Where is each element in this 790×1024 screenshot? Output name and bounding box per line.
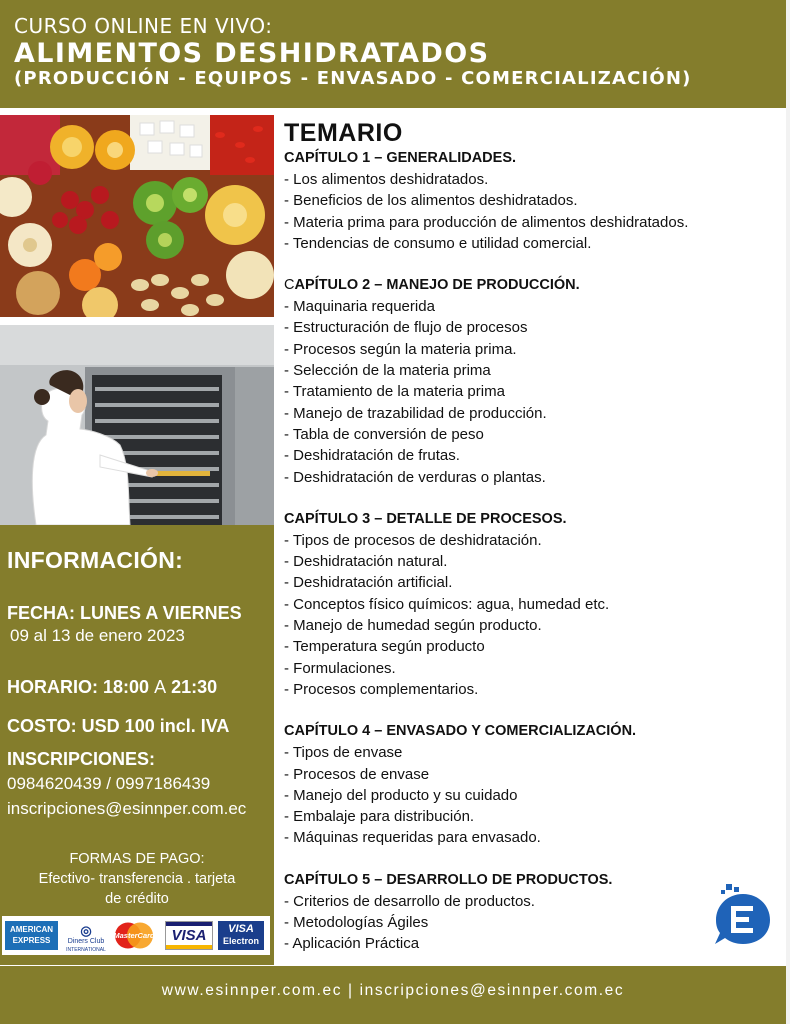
chapter-2-title (284, 275, 784, 296)
chapter-2-initial: C (284, 277, 295, 294)
list-item: - Temperatura según producto (284, 638, 485, 656)
esinnper-logo-icon (712, 884, 774, 948)
amex-card-icon (5, 921, 58, 950)
list-item: - Tendencias de consumo e utilidad comercial. (284, 234, 592, 252)
dried-fruit-photo (0, 115, 274, 317)
list-item: - Manejo del producto y su cuidado (284, 786, 518, 804)
phone-numbers: 0984620439 / 0997186439 (7, 774, 211, 793)
list-item: - Máquinas requeridas para envasado. (284, 829, 541, 847)
list-item: - Estructuración de flujo de procesos (284, 319, 528, 337)
visa-electron-card-icon (218, 921, 264, 950)
diners-symbol-icon: ◎ (80, 923, 92, 938)
list-item: - Aplicación Práctica (284, 935, 420, 953)
pago-line1: Efectivo- transferencia . tarjeta (38, 871, 236, 887)
right-edge-strip (786, 0, 790, 1024)
dried-fruit-illustration (0, 115, 274, 317)
visa-top-stripe (166, 922, 212, 926)
list-item: - Materia prima para producción de alimentos deshidratados. (284, 213, 689, 231)
info-panel (0, 525, 274, 965)
footer-banner (0, 966, 786, 1024)
chapter-3-title: CAPÍTULO 3 – DETALLE DE PROCESOS. (284, 510, 567, 527)
chapter-1-title: CAPÍTULO 1 – GENERALIDADES. (284, 150, 517, 166)
horario-start: 18:00 (103, 677, 150, 697)
list-item: - Maquinaria requerida (284, 298, 435, 316)
header-banner (0, 0, 786, 108)
pago-line2: de crédito (105, 891, 169, 907)
list-item: - Formulaciones. (284, 659, 396, 677)
amex-line2: EXPRESS (12, 936, 51, 945)
footer-website[interactable]: www.esinnper.com.ec (161, 982, 343, 999)
list-item: - Conceptos físico químicos: agua, humedad etc. (284, 595, 610, 613)
inscripciones-label: INSCRIPCIONES: (7, 749, 156, 769)
list-item: - Deshidratación natural. (284, 553, 448, 571)
temario-section (284, 118, 784, 955)
header-title: ALIMENTOS DESHIDRATADOS (14, 38, 490, 69)
costo: COSTO: USD 100 incl. IVA (7, 716, 230, 736)
list-item: - Tipos de envase (284, 744, 403, 762)
list-item: - Criterios de desarrollo de productos. (284, 892, 535, 910)
info-email: inscripciones@esinnper.com.ec (7, 799, 247, 818)
list-item: - Deshidratación de frutas. (284, 447, 460, 465)
list-item: - Manejo de humedad según producto. (284, 617, 542, 635)
horario-label: HORARIO: (7, 677, 98, 697)
list-item: - Beneficios de los alimentos deshidratados. (284, 192, 578, 210)
mastercard-label: MasterCard (113, 931, 155, 940)
pago-label: FORMAS DE PAGO: (69, 851, 205, 867)
horario-separator: A (154, 677, 167, 697)
list-item: - Deshidratación artificial. (284, 574, 453, 592)
footer-email[interactable]: inscripciones@esinnper.com.ec (359, 982, 625, 999)
visa-electron-line1: VISA (228, 923, 254, 935)
visa-bottom-stripe (166, 945, 212, 949)
temario-title: TEMARIO (284, 119, 403, 147)
info-heading: INFORMACIÓN: (7, 547, 184, 573)
horario (7, 677, 217, 698)
list-item: - Los alimentos deshidratados. (284, 171, 489, 188)
dehydrator-lab-photo (0, 325, 274, 525)
footer-separator: | (348, 982, 354, 999)
lab-illustration (0, 325, 274, 525)
header-subtitle: CURSO ONLINE EN VIVO: (14, 14, 273, 38)
diners-line1: Diners Club (67, 938, 105, 945)
footer-contact (0, 966, 786, 1016)
list-item: - Tabla de conversión de peso (284, 425, 484, 443)
list-item: - Procesos según la materia prima. (284, 340, 517, 358)
diners-line2: INTERNATIONAL (66, 947, 106, 953)
list-item: - Tipos de procesos de deshidratación. (284, 531, 542, 549)
horario-end: 21:30 (171, 677, 218, 697)
chapter-4-title: CAPÍTULO 4 – ENVASADO Y COMERCIALIZACIÓN. (284, 723, 637, 740)
chapter-5-title: CAPÍTULO 5 – DESARROLLO DE PRODUCTOS. (284, 871, 613, 888)
chapter-2-title-rest: APÍTULO 2 – MANEJO DE PRODUCCIÓN. (294, 277, 580, 294)
visa-card-icon (165, 921, 213, 950)
header-topics: (PRODUCCIÓN - EQUIPOS - ENVASADO - COMERCIALIZACIÓN) (14, 68, 692, 89)
fecha-label: FECHA: LUNES A VIERNES (7, 603, 242, 623)
payment-cards (2, 916, 270, 955)
list-item: - Deshidratación de verduras o plantas. (284, 468, 546, 486)
visa-label: VISA (171, 927, 207, 944)
diners-card-icon (63, 921, 109, 953)
list-item: - Embalaje para distribución. (284, 808, 475, 826)
visa-electron-line2: Electron (222, 936, 259, 946)
logo-speech-bubble-icon (712, 884, 774, 948)
list-item: - Metodologías Ágiles (284, 914, 429, 932)
list-item: - Procesos complementarios. (284, 680, 479, 698)
mastercard-icon (111, 921, 157, 950)
fecha-value: 09 al 13 de enero 2023 (10, 626, 185, 645)
list-item: - Procesos de envase (284, 765, 430, 783)
list-item: - Tratamiento de la materia prima (284, 383, 505, 401)
list-item: - Manejo de trazabilidad de producción. (284, 404, 547, 422)
amex-line1: AMERICAN (9, 925, 54, 934)
list-item: - Selección de la materia prima (284, 362, 491, 380)
